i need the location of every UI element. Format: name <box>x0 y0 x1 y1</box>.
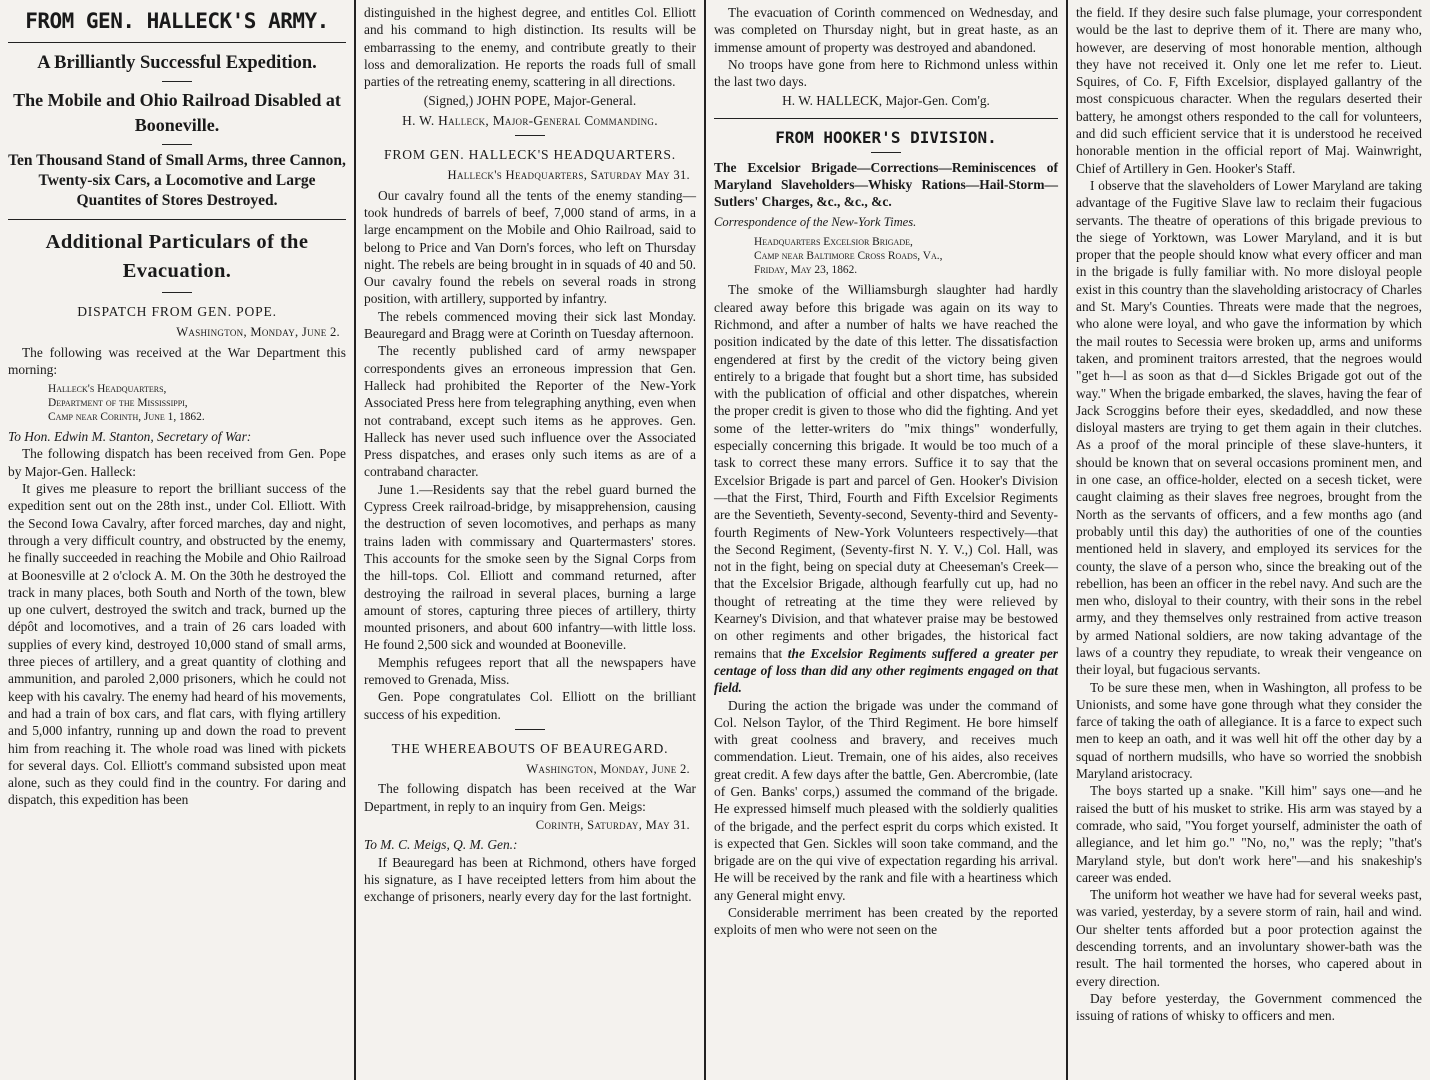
headline-2: The Mobile and Ohio Railroad Disabled at Booneville. <box>13 90 341 135</box>
signature: H. W. Halleck, Major-General Commanding. <box>402 112 658 128</box>
section-subhead: THE WHEREABOUTS OF BEAUREGARD. <box>391 740 669 756</box>
headline-3: Ten Thousand Stand of Small Arms, three Cannon, Twenty-six Cars, a Locomotive and Large Quantites of Stores Destroyed. <box>8 152 346 209</box>
paragraph: If Beauregard has been at Richmond, others have forged his signature, as I have receipted letters from him about the exchange of prisoners, nearly every day for the last fortnight. <box>364 854 696 905</box>
section-subhead: FROM HOOKER'S DIVISION. <box>775 127 997 147</box>
dateline: Corinth, Saturday, May 31. <box>535 818 690 833</box>
divider <box>714 118 1058 119</box>
article-deck: The Excelsior Brigade—Corrections—Reminiscences of Maryland Slaveholders—Whisky Rations—Hail-Storm—Sutlers' Charges, &c., &c., &c. <box>714 160 1058 210</box>
address-line: Camp near Baltimore Cross Roads, Va., <box>754 250 943 263</box>
paragraph: The uniform hot weather we have had for several weeks past, was varied, yesterday, by a severe storm of rain, hail and wind. Our shelter tents afforded but a poor protection against the descending torrents, and an involuntary shower-bath was the result. The hail tormented the horses, who capered about in every direction. <box>1076 887 1422 989</box>
paragraph: It gives me pleasure to report the brilliant success of the expedition sent out on the 28th inst., under Col. Elliott. With the Second Iowa Cavalry, after forced marches, day and night, through a very difficult country, and obstructed by the enemy, he finally succeeded in reaching the Mobile and Ohio Railroad at Boonesville at 2 o'clock A. M. On the 30th he destroyed the track in many places, both South and North of the town, blew up one culvert, destroyed the switch and track, burned up the dépôt and locomotives, and a train of 26 cars loaded with supplies of every kind, destroyed 10,000 stand of small arms, three pieces of artillery, and a great quantity of clothing and ammunition, and paroled 2,000 prisoners, which he could not keep with his cavalry. The enemy had heard of his movements, and had a train of box cars, and flat cars, with flying artillery and 5,000 infantry, running up and down the road to prevent him from reaching it. The whole road was lined with pickets for several days. Col. Elliott's command subsisted upon meat alone, such as they could find in the country. For daring and dispatch, this expedition has been <box>8 481 346 808</box>
column-3 <box>706 0 1068 1080</box>
paragraph: The rebels commenced moving their sick last Monday. Beauregard and Bragg were at Corinth on Tuesday afternoon. <box>364 308 696 342</box>
address-line: Camp near Corinth, June 1, 1862. <box>48 411 205 424</box>
divider <box>8 219 346 220</box>
address-block <box>48 382 346 424</box>
dateline: Washington, Monday, June 2. <box>526 762 690 777</box>
address-block <box>754 235 1058 277</box>
paragraph: The following dispatch has been received from Gen. Pope by Major-Gen. Halleck: <box>8 446 346 479</box>
headline-4: Additional Particulars of the Evacuation. <box>45 231 309 282</box>
salutation: To Hon. Edwin M. Stanton, Secretary of War: <box>8 429 252 445</box>
column-2 <box>356 0 706 1080</box>
address-line: Friday, May 23, 1862. <box>754 264 858 277</box>
address-line: Headquarters Excelsior Brigade, <box>754 236 913 249</box>
paragraph: Our cavalry found all the tents of the enemy standing—took hundreds of barrels of beef, 7,000 stand of arms, in a large encampment on the Mobile and Ohio Railroad, said to belong to Price and Van Dorn's forces, who left on Thursday night. The rebels are being brought in in squads of 40 and 50. Our cavalry found the rebels on several roads in strong position, with artillery, supported by infantry. <box>364 187 696 307</box>
paragraph: The recently published card of army newspaper correspondents gives an erroneous impression that Gen. Halleck had prohibited the Reporter of the New-York Associated Press here from telegraphing anything, even when not contraband, except such items as he approves. Gen. Halleck has never used such influence over the Associated Press dispatches, and erases only such items as are of a contraband character. <box>364 343 696 480</box>
paragraph: June 1.—Residents say that the rebel guard burned the Cypress Creek railroad-bridge, by misapprehension, causing the destruction of seven locomotives, and perhaps as many trains laden with commissary and Quartermasters' stores. This accounts for the smoke seen by the Signal Corps from the hill-tops. Col. Elliott and command returned, after destroying the railroad in several places, burning a large amount of stores, capturing three pieces of artillery, thirty mounted prisoners, and about 600 infantry—with little loss. He found 2,500 sick and wounded at Booneville. <box>364 481 696 653</box>
paragraph: Day before yesterday, the Government commenced the issuing of rations of whisky to officers and men. <box>1076 990 1422 1024</box>
correspondence-credit: Correspondence of the New-York Times. <box>714 215 917 230</box>
dateline: Washington, Monday, June 2. <box>176 325 340 340</box>
section-subhead: DISPATCH FROM GEN. POPE. <box>77 304 277 319</box>
signature: H. W. HALLECK, Major-Gen. Com'g. <box>782 93 990 109</box>
paragraph: distinguished in the highest degree, and entitles Col. Elliott and his command to high distinction. Its results will be embarrassing to the enemy, and contribute greatly to their loss and demoralization. He reports the roads full of small parties of the retreating enemy, scattering in all directions. <box>364 5 696 90</box>
paragraph: The evacuation of Corinth commenced on Wednesday, and was completed on Thursday night, but in great haste, as an immense amount of property was destroyed and abandoned. <box>714 5 1058 55</box>
paragraph: The boys started up a snake. "Kill him" says one—and he raised the butt of his musket to strike. His arm was stayed by a comrade, who said, "You forget yourself, administer the oath of allegiance, and let him go." "No, no," was the reply; "that's Maryland style, but don't work here"—and his snakeship's career was ended. <box>1076 783 1422 885</box>
divider <box>515 729 545 730</box>
paragraph: Gen. Pope congratulates Col. Elliott on the brilliant success of his expedition. <box>364 689 696 722</box>
article-masthead: FROM GEN. HALLECK'S ARMY. <box>25 9 329 33</box>
paragraph: I observe that the slaveholders of Lower Maryland are taking advantage of the Fugitive Slave law to reclaim their fugacious servants. The theatre of operations of this brigade previous to the siege of Yorktown, was Lower Maryland, and it is but proper that the people should know what every officer and man in the brigade is fully familiar with. No more disloyal people exist in this country than the slaveholding aristocracy of Charles and St. Mary's Counties. Threats were made that the negroes, who alone were loyal, and who gave the information by which the mail routes to Secessia were broken up, arms and uniforms taken, and prominent traitors arrested, that the negroes would "get h—l as soon as that d—d Sickles Brigade got out of the way." When the brigade embarked, the slaves, having the fear of Jack Scroggins before their eyes, skedaddled, and now these disloyal masters are trying to get them again in their clutches. As a proof of the moral principle of these slave-hunters, it should be known that on several occasions prominent men, and in one case, an office-holder, elected on a secesh ticket, were caught claiming as their slaves free negroes, brought from the North as the servants of officers, and a few months ago (and probably until this day) the authorities of one of the counties mentioned held in slavery, and employed its services for the county, the slave of a person who, since the breaking out of the rebellion, has been an officer in the rebel navy. And such are the men who, disloyal to their country, with their sons in the rebel army, and they themselves only restrained from active treason by armed National soldiers, are now taking advantage of the laws of a country they repudiate, to wreak their vengeance on their loyal, but fugacious servants. <box>1076 177 1422 678</box>
signature: (Signed,) JOHN POPE, Major-General. <box>423 93 637 109</box>
section-subhead: FROM GEN. HALLECK'S HEADQUARTERS. <box>384 147 676 163</box>
divider <box>515 135 545 136</box>
paragraph: the field. If they desire such false plumage, your correspondent would be the last to deprive them of it. There are many who, however, are deserving of most honorable mention, although they have not received it. Only one let me refer to. Lieut. Squires, of Co. F, Fifth Excelsior, displayed gallantry of the most conspicuous character. When the regulars deserted their battery, he amongst others responded to the call for volunteers, and did such efficient service that it is understood he received honorable mention in the official report of Maj. Wainwright, Chief of Artillery in Gen. Hooker's Staff. <box>1076 5 1422 176</box>
paragraph-text: The smoke of the Williamsburgh slaughter had hardly cleared away before this brigade was again on its way to Richmond, and after a number of halts we have reached the position indicated by the date of this letter. The dissatisfaction engendered at first by the credit of the victory being given entirely to a brigade that fought but a short time, has subsided with the publication of official and other dispatches, wherein the proper credit is given to those who did the fighting. And yet some of the letter-writers do "mix things" wonderfully, especially concerning this brigade. It would be too much of a task to correct these many errors. Suffice it to say that the Excelsior Brigade is part and parcel of Gen. Hooker's Division—that the First, Third, Fourth and Fifth Excelsior Regiments are the Seventieth, Seventy-second, Seventy-third and Seventy-fourth Regiments of New-York Volunteers respectively—that the Second Regiment, (Seventy-first N. Y. V.,) Col. Hall, was not in the fight, being on special duty at Cheeseman's Creek—that the Excelsior Brigade, although fearfully cut up, had no thought of retreating at the time they were relieved by Kearney's Division, and that whatever praise may be bestowed on other regiments and other brigades, the historical fact remains that <box>714 282 1058 661</box>
paragraph <box>714 281 1058 696</box>
divider <box>8 42 346 43</box>
salutation: To M. C. Meigs, Q. M. Gen.: <box>364 837 518 853</box>
divider <box>871 152 901 153</box>
paragraph: Memphis refugees report that all the newspapers have removed to Grenada, Miss. <box>364 654 696 687</box>
dateline: Halleck's Headquarters, Saturday May 31. <box>447 168 690 183</box>
address-line: Halleck's Headquarters, <box>48 383 167 396</box>
divider <box>162 292 192 293</box>
column-4 <box>1068 0 1430 1080</box>
paragraph: The following was received at the War Department this morning: <box>8 344 346 377</box>
divider <box>162 144 192 145</box>
paragraph-emphasis: the Excelsior Regiments suffered a greater per centage of loss than did any other regiments engaged on that field. <box>714 645 1058 696</box>
address-line: Department of the Mississippi, <box>48 397 188 410</box>
divider <box>162 81 192 82</box>
paragraph: Considerable merriment has been created by the reported exploits of men who were not seen on the <box>714 905 1058 938</box>
paragraph: No troops have gone from here to Richmond unless within the last two days. <box>714 56 1058 90</box>
headline-1: A Brilliantly Successful Expedition. <box>37 53 317 73</box>
paragraph: To be sure these men, when in Washington, all profess to be Unionists, and some have gone through what they consider the farce of taking the oath of allegiance. It is a farce to expect such men to keep an oath, and it was well hit off the other day by a squad of northern mudsills, who have so worried the snobbish Maryland aristocracy. <box>1076 679 1422 782</box>
paragraph: The following dispatch has been received at the War Department, in reply to an inquiry from Gen. Meigs: <box>364 781 696 814</box>
column-1 <box>0 0 356 1080</box>
paragraph: During the action the brigade was under the command of Col. Nelson Taylor, of the Third Regiment. He bore himself with great coolness and bravery, and receives much commendation. Lieut. Tremain, one of his aides, also receives great credit. A few days after the battle, Gen. Abercrombie, (late of Gen. Banks' corps,) assumed the command of the brigade. He expressed himself much pleased with the soldierly qualities of the brigade, and the perfect esprit du corps which existed. It is expected that Gen. Sickles will soon take command, and the brigade are on the qui vive of expectation regarding his arrival. He will be received by the rank and file with a heartiness which any General might envy. <box>714 697 1058 903</box>
